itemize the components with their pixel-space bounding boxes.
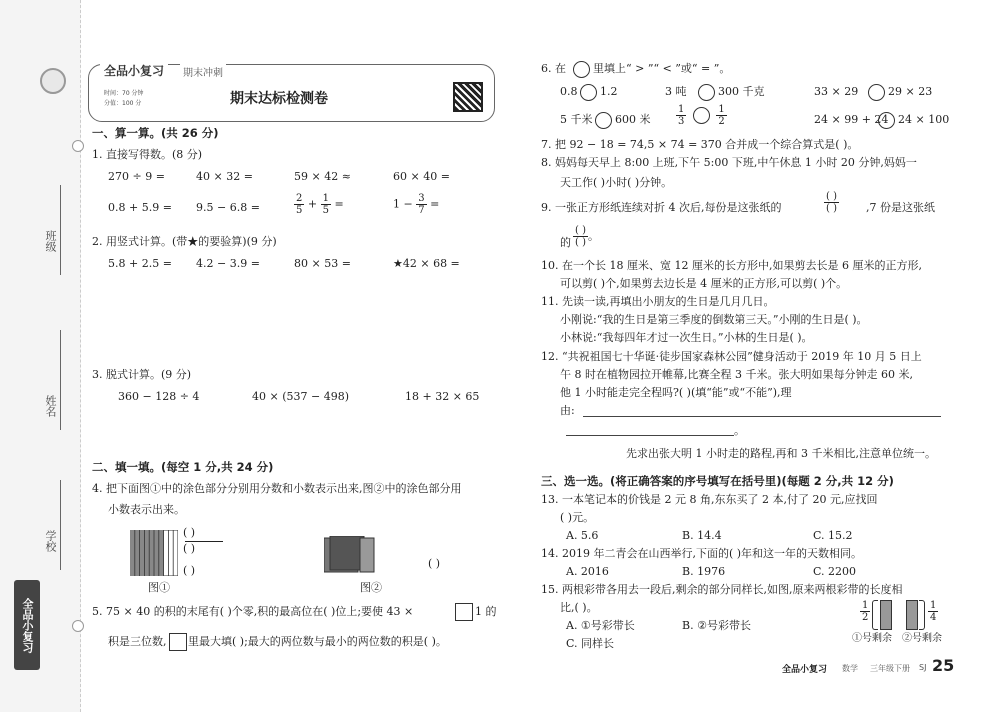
- q8-text: 8. 妈妈每天早上 8:00 上班,下午 5:00 下班,中午休息 1 小时 20 分钟,妈妈一: [541, 156, 917, 169]
- q9-text: 的: [560, 236, 571, 249]
- q13-option[interactable]: C. 15.2: [813, 529, 853, 542]
- header-score: 分值：100 分: [104, 100, 142, 107]
- q15-option[interactable]: C. 同样长: [566, 637, 615, 650]
- q9-fraction-blank[interactable]: $\frac{( )}{( )}$: [826, 191, 837, 214]
- fraction-denominator: 7: [418, 205, 425, 216]
- fig1-caption: 图①: [148, 581, 170, 594]
- footer-edition: SJ: [919, 663, 927, 672]
- q13-text: ( )元。: [560, 511, 595, 524]
- q1-item: 0.8 + 5.9 =: [108, 201, 172, 214]
- q5-digit-box[interactable]: [169, 633, 187, 651]
- q14-option[interactable]: A. 2016: [566, 565, 609, 578]
- q15-text: 比,( )。: [560, 601, 598, 614]
- q5-text: 5. 75 × 40 的积的末尾有( )个零,积的最高位在( )位上;要使 43 ×: [92, 605, 414, 618]
- q6-left: 24 × 99 + 24: [814, 113, 889, 126]
- header-time: 时间：70 分钟: [104, 90, 144, 97]
- fraction-denominator: 3: [678, 116, 685, 127]
- q6-fraction-compare: [676, 104, 727, 127]
- compare-circle[interactable]: [698, 84, 715, 101]
- fraction-numerator: 1: [862, 600, 869, 611]
- ribbon-2: [906, 600, 918, 630]
- compare-circle[interactable]: [573, 61, 590, 78]
- q15-option[interactable]: A. ①号彩带长: [566, 619, 635, 632]
- compare-circle[interactable]: [878, 112, 895, 129]
- fig1-paren[interactable]: ( ): [183, 526, 196, 539]
- ribbon-1-caption: ①号剩余: [852, 633, 892, 644]
- q1-text: 1. 直接写得数。(8 分): [92, 148, 203, 161]
- q6-right: 300 千克: [718, 85, 765, 98]
- answer-line[interactable]: [566, 435, 734, 436]
- seal-icon: [40, 68, 66, 94]
- q12-text: 午 8 时在植物园拉开帷幕,比赛全程 3 千米。张大明如果每分钟走 60 米,: [560, 368, 913, 381]
- q5-text: 积是三位数,: [108, 635, 167, 648]
- q2-item: 4.2 − 3.9 =: [196, 257, 260, 270]
- figure-2-squares: [324, 536, 376, 574]
- compare-circle[interactable]: [580, 84, 597, 101]
- fraction-numerator: 1: [930, 600, 937, 611]
- q6-text: 里填上“ > ”“ < ”或“ = ”。: [593, 62, 731, 75]
- compare-circle[interactable]: [868, 84, 885, 101]
- q12-text: 12. “共祝祖国七十华诞·徒步国家森林公园”健身活动于 2019 年 10 月 5 日上: [541, 350, 922, 363]
- section-2-heading: 二、填一填。(每空 1 分,共 24 分): [92, 460, 274, 474]
- q3-item: 360 − 128 ÷ 4: [118, 390, 200, 403]
- q12-text: 由:: [560, 404, 575, 417]
- footer-grade: 三年级下册: [870, 664, 910, 673]
- q3-item: 18 + 32 × 65: [405, 390, 480, 403]
- name-line: [60, 330, 61, 430]
- q14-option[interactable]: C. 2200: [813, 565, 857, 578]
- q9-text: ,7 份是这张纸: [866, 201, 935, 214]
- class-line: [60, 185, 61, 275]
- fraction-denominator: 2: [718, 116, 725, 127]
- footer-brand: 全品小复习: [782, 665, 828, 675]
- section-3-heading: 三、选一选。(将正确答案的序号填写在括号里)(每题 2 分,共 12 分): [541, 474, 894, 488]
- ribbon-2-caption: ②号剩余: [902, 633, 942, 644]
- brand-vertical-logo: 全品小复习: [14, 580, 40, 670]
- q6-left: 3 吨: [665, 85, 687, 98]
- q13-option[interactable]: B. 14.4: [682, 529, 722, 542]
- q13-text: 13. 一本笔记本的价钱是 2 元 8 角,东东买了 2 本,付了 20 元,应找回: [541, 493, 878, 506]
- q9-text: 9. 一张正方形纸连续对折 4 次后,每份是这张纸的: [541, 201, 782, 214]
- q2-text: 2. 用竖式计算。(带★的要验算)(9 分): [92, 235, 277, 248]
- fraction-denominator: 5: [322, 205, 329, 216]
- fig1-paren[interactable]: ( ): [183, 564, 196, 577]
- q6-left: 0.8: [560, 85, 578, 98]
- q7-text: 7. 把 92 − 18 = 74,5 × 74 = 370 合并成一个综合算式是( )。: [541, 138, 859, 151]
- fraction-denominator: 5: [296, 205, 303, 216]
- fraction-denominator: 4: [930, 612, 937, 623]
- binding-hole: [72, 620, 84, 632]
- q9-fraction-blank[interactable]: $\frac{( )}{( )}$ 。: [575, 225, 599, 248]
- q8-text: 天工作( )小时( )分钟。: [560, 176, 673, 189]
- q6-right: 24 × 100: [898, 113, 950, 126]
- footer-subject: 数学: [842, 664, 858, 673]
- q5-text: 里最大填( );最大的两位数与最小的两位数的积是( )。: [188, 635, 447, 648]
- fraction-numerator: 1: [678, 104, 685, 115]
- q10-text: 10. 在一个长 18 厘米、宽 12 厘米的长方形中,如果剪去长是 6 厘米的正方形,: [541, 259, 922, 272]
- q15-text: 15. 两根彩带各用去一段后,剩余的部分同样长,如图,原来两根彩带的长度相: [541, 583, 903, 596]
- class-label: 班级: [44, 230, 57, 252]
- q1-item: 270 ÷ 9 =: [108, 170, 165, 183]
- q6-left: 5 千米: [560, 113, 593, 126]
- q1-item: 59 × 42 ≈: [294, 170, 351, 183]
- q1-item: 40 × 32 =: [196, 170, 253, 183]
- q11-text: 小林说:“我每四年才过一次生日。”小林的生日是( )。: [560, 331, 813, 344]
- q2-item: ★42 × 68 =: [393, 257, 460, 270]
- q3-text: 3. 脱式计算。(9 分): [92, 368, 192, 381]
- q13-option[interactable]: A. 5.6: [566, 529, 599, 542]
- school-label: 学校: [44, 530, 57, 552]
- binding-strip: [0, 0, 81, 712]
- header-subtitle: 期末冲刺: [180, 64, 226, 79]
- fraction-numerator: 1: [322, 193, 329, 204]
- compare-circle[interactable]: [693, 107, 710, 124]
- fraction-numerator: 3: [418, 193, 425, 204]
- ribbon-1-brace: [872, 600, 878, 630]
- q6-right: 29 × 23: [888, 85, 933, 98]
- page-title: 期末达标检测卷: [230, 91, 328, 107]
- q4-text: 小数表示出来。: [108, 503, 185, 516]
- fraction-denominator: 2: [862, 612, 869, 623]
- q12-text: 。: [734, 424, 745, 437]
- ribbon-1-fraction: [860, 600, 870, 623]
- q5-digit-box[interactable]: [455, 603, 473, 621]
- fig1-paren[interactable]: ( ): [183, 542, 196, 555]
- page-number: 25: [932, 656, 955, 675]
- qr-code-icon: [453, 82, 483, 112]
- q12-text: 他 1 小时能走完全程吗?( )(填“能”或“不能”),理: [560, 386, 792, 399]
- q3-item: 40 × (537 − 498): [252, 390, 349, 403]
- q14-option[interactable]: B. 1976: [682, 565, 726, 578]
- ribbon-1: [880, 600, 892, 630]
- school-line: [60, 480, 61, 570]
- figure-1-bars: [130, 530, 178, 576]
- operator: +: [307, 197, 318, 211]
- hint-text: 先求出张大明 1 小时走的路程,再和 3 千米相比,注意单位统一。: [626, 447, 936, 460]
- q1-fraction-expr: 1 − $\frac{3}{7}$ =: [393, 193, 440, 216]
- q5-text: 1 的: [475, 605, 497, 618]
- q1-item: 60 × 40 =: [393, 170, 450, 183]
- q15-option[interactable]: B. ②号彩带长: [682, 619, 751, 632]
- fraction-numerator: 2: [296, 193, 303, 204]
- name-label: 姓名: [44, 395, 57, 417]
- q11-text: 小刚说:“我的生日是第三季度的倒数第三天。”小刚的生日是( )。: [560, 313, 868, 326]
- q6-right: 1.2: [600, 85, 618, 98]
- fraction-numerator: 1: [718, 104, 725, 115]
- fig2-caption: 图②: [360, 581, 382, 594]
- q1-fraction-expr: $\frac{2}{5}$ + $\frac{1}{5}$ =: [296, 193, 344, 216]
- q11-text: 11. 先读一读,再填出小朋友的生日是几月几日。: [541, 295, 775, 308]
- q4-text: 4. 把下面图①中的涂色部分分别用分数和小数表示出来,图②中的涂色部分用: [92, 482, 462, 495]
- q6-text: 6. 在: [541, 62, 566, 75]
- q2-item: 80 × 53 =: [294, 257, 351, 270]
- q6-right: 600 米: [615, 113, 651, 126]
- q6-left: 33 × 29: [814, 85, 859, 98]
- brand-logo: 全品小复习: [100, 62, 168, 79]
- q1-item: 9.5 − 6.8 =: [196, 201, 260, 214]
- q2-item: 5.8 + 2.5 =: [108, 257, 172, 270]
- binding-hole: [72, 140, 84, 152]
- ribbon-2-brace: [919, 600, 925, 630]
- compare-circle[interactable]: [595, 112, 612, 129]
- ribbon-2-fraction: [928, 600, 938, 623]
- q14-text: 14. 2019 年二青会在山西举行,下面的( )年和这一年的天数相同。: [541, 547, 863, 560]
- q10-text: 可以剪( )个,如果剪去边长是 4 厘米的正方形,可以剪( )个。: [560, 277, 848, 290]
- section-1-heading: 一、算一算。(共 26 分): [92, 126, 219, 140]
- whole-term: 1 −: [393, 197, 413, 211]
- answer-line[interactable]: [583, 416, 941, 417]
- fig2-paren[interactable]: ( ): [428, 557, 441, 570]
